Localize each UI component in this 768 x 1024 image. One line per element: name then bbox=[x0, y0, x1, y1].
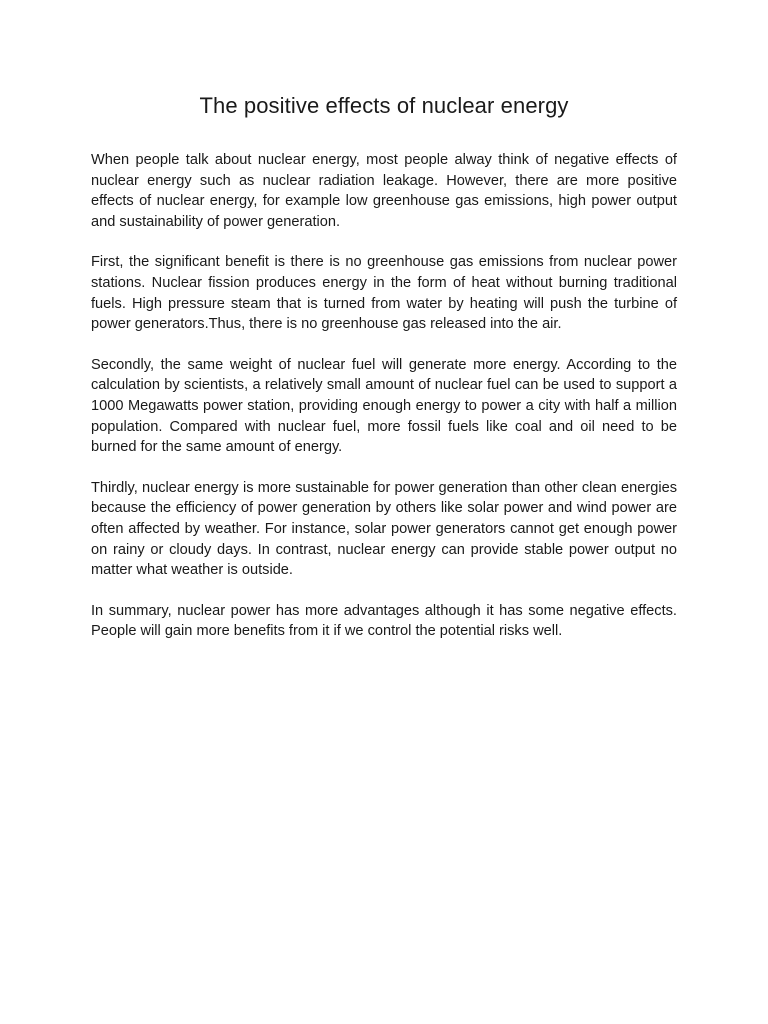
paragraph-first: First, the significant benefit is there is no greenhouse gas emissions from nuclear power stations. Nuclear fission produces energy in the form of heat without burning traditional fuels. High pressure steam that is turned from water by heating will push the turbine of power generators.Thus, there is no greenhouse gas released into the air. bbox=[91, 254, 677, 333]
document-title: The positive effects of nuclear energy bbox=[199, 93, 569, 118]
paragraph-intro: When people talk about nuclear energy, most people alway think of negative effects of nuclear energy such as nuclear radiation leakage. However, there are more positive effects of nuclear energy, for example low greenhouse gas emissions, high power output and sustainability of power generation. bbox=[91, 152, 677, 230]
paragraph-third: Thirdly, nuclear energy is more sustainable for power generation than other clean energies because the efficiency of power generation by others like solar power and wind power are often affected by weather. For instance, solar power generators cannot get enough power on rainy or cloudy days. In contrast, nuclear energy can provide stable power output no matter what weather is outside. bbox=[91, 479, 677, 579]
paragraph-second: Secondly, the same weight of nuclear fuel will generate more energy. According to the calculation by scientists, a relatively small amount of nuclear fuel can be used to support a 1000 Megawatts power station, providing enough energy to power a city with half a million population. Compared with nuclear fuel, more fossil fuels like coal and oil need to be burned for the same amount of energy. bbox=[91, 356, 677, 456]
paragraph-summary: In summary, nuclear power has more advantages although it has some negative effects. People will gain more benefits from it if we control the potential risks well. bbox=[91, 602, 677, 640]
